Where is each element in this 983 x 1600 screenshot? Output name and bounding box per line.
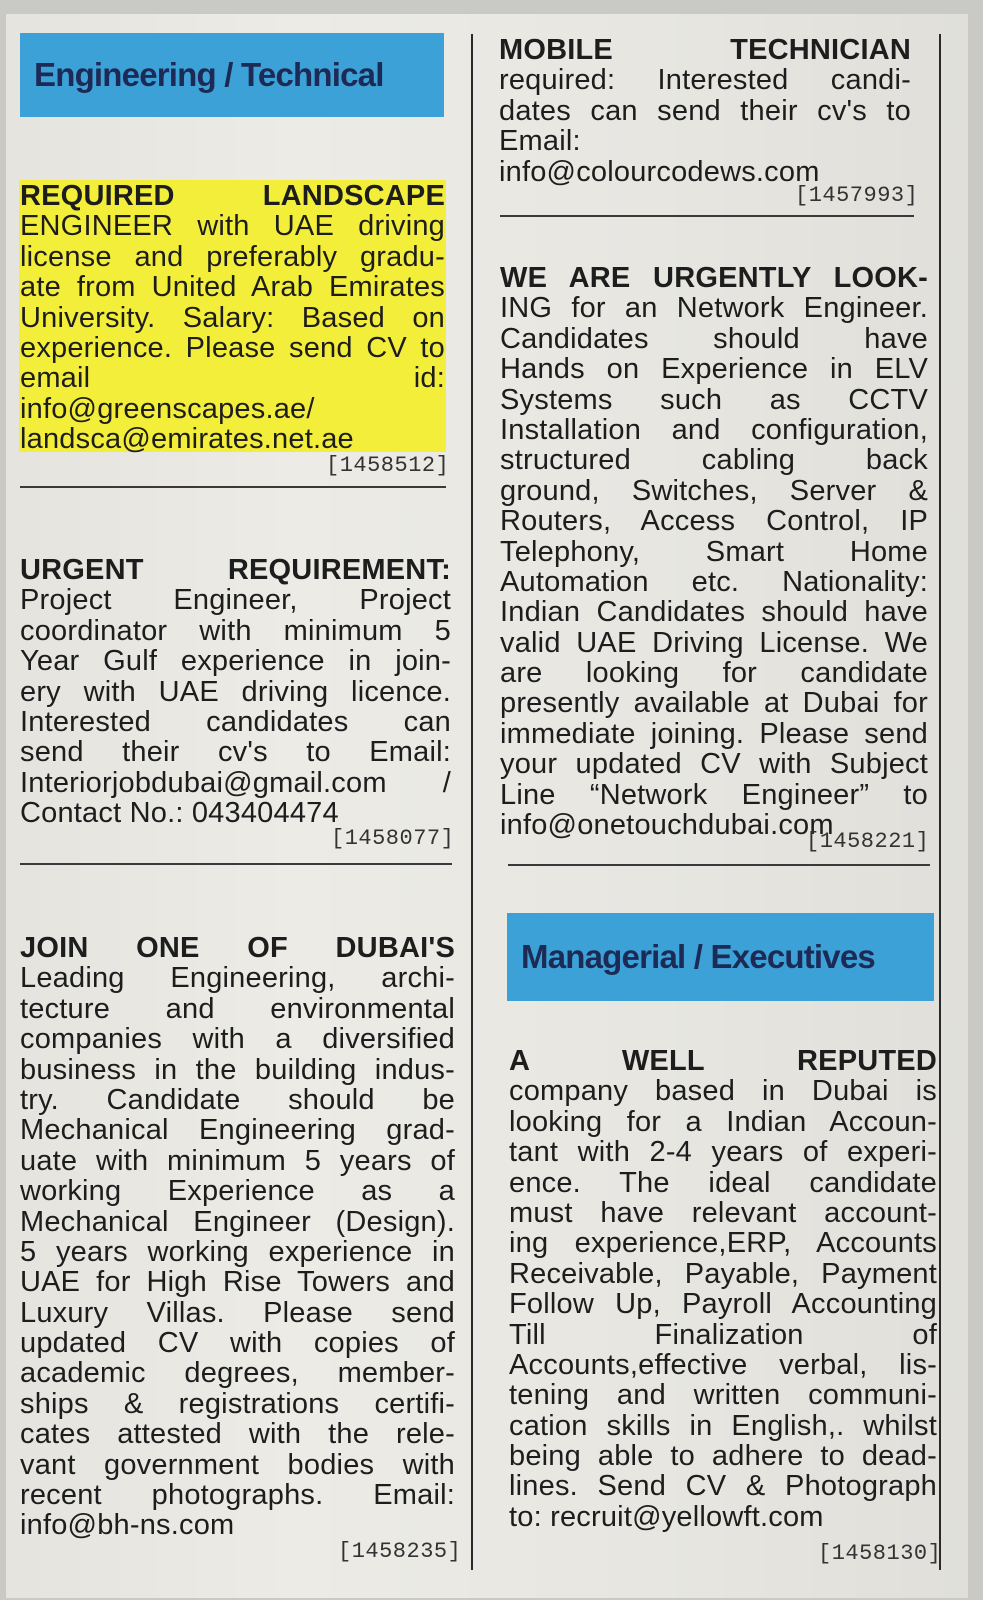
ad-text-line: Year Gulf experience in join- [20, 645, 451, 678]
ad-text-line: tant with 2-4 years of experi- [509, 1136, 937, 1169]
ad-text-line: uate with minimum 5 years of [20, 1144, 455, 1177]
ad-text-line: recent photographs. Email: [20, 1479, 455, 1512]
ad-text-line: must have relevant account- [509, 1196, 937, 1229]
ad-separator [20, 863, 452, 865]
ad-text-line: updated CV with copies of [20, 1327, 455, 1360]
ad-text-line: Hands on Experience in ELV [500, 353, 928, 386]
ad-urgent-requirement [20, 555, 451, 829]
ad-text-line: lines. Send CV & Photograph [509, 1470, 937, 1503]
ad-reference-number: [1458130] [818, 1541, 942, 1566]
ad-reference-number: [1458221] [806, 829, 930, 854]
column-rule-center [471, 34, 473, 1570]
ad-text-line: vant government bodies with [20, 1448, 455, 1481]
ad-indian-accountant [509, 1046, 937, 1532]
ad-text-line: Luxury Villas. Please send [20, 1296, 455, 1329]
ad-text-line: structured cabling back [500, 444, 928, 477]
ad-text-line: Project Engineer, Project [20, 584, 451, 617]
ad-text-line: valid UAE Driving License. We [500, 626, 928, 659]
ad-text-line: Mechanical Engineering grad- [20, 1114, 455, 1147]
ad-text-line: Candidates should have [500, 322, 928, 355]
ad-text-line: UAE for High Rise Towers and [20, 1266, 455, 1299]
ad-text-line: Receivable, Payable, Payment [509, 1257, 937, 1290]
ad-text-line: Mechanical Engineer (Design). [20, 1205, 455, 1238]
ad-text-line: ENGINEER with UAE driving [20, 210, 445, 243]
ad-text-line: to: recruit@yellowft.com [509, 1500, 824, 1533]
ad-text-line: ING for an Network Engineer. [500, 292, 928, 325]
ad-text-line: Installation and configuration, [500, 413, 928, 446]
ad-text-line: Automation etc. Nationality: [500, 565, 928, 598]
ad-text-line: ships & registrations certifi- [20, 1387, 455, 1420]
ad-text-line: Telephony, Smart Home [500, 535, 928, 568]
ad-headline: A WELL REPUTED [509, 1045, 937, 1077]
ad-text-line: ground, Switches, Server & [500, 474, 928, 507]
ad-text-line: Interiorjobdubai@gmail.com / [20, 766, 451, 799]
ad-headline: MOBILE TECHNICIAN [499, 34, 911, 66]
ad-separator [500, 215, 914, 217]
ad-text-line: are looking for candidate [500, 657, 928, 690]
ad-text-line: company based in Dubai is [509, 1075, 937, 1108]
ad-text-line: companies with a diversified [20, 1023, 455, 1056]
ad-text-line: looking for a Indian Accoun- [509, 1105, 937, 1138]
ad-network-engineer [500, 263, 928, 840]
ad-text-line: ence. The ideal candidate [509, 1166, 937, 1199]
ad-text-line: Follow Up, Payroll Accounting [509, 1288, 937, 1321]
ad-headline: URGENT REQUIREMENT: [20, 554, 451, 586]
ad-text-line: info@onetouchdubai.com [500, 809, 834, 842]
ad-landscape-engineer [20, 181, 445, 455]
ad-text-line: required: Interested candi- [499, 64, 911, 97]
ad-text-line: Email: [499, 125, 581, 158]
ad-text-line: ate from United Arab Emirates [20, 271, 445, 304]
ad-text-line: coordinator with minimum 5 [20, 614, 451, 647]
ad-text-line: your updated CV with Subject [500, 748, 928, 781]
ad-text-line: Routers, Access Control, IP [500, 505, 928, 538]
ad-separator [508, 864, 930, 866]
ad-separator [20, 486, 446, 488]
ad-text-line: email id: [20, 362, 445, 395]
ad-text-line: tening and written communi- [509, 1379, 937, 1412]
ad-text-line: info@greenscapes.ae/ [20, 392, 315, 425]
ad-text-line: business in the building indus- [20, 1053, 455, 1086]
ad-text-line: Indian Candidates should have [500, 596, 928, 629]
ad-text-line: experience. Please send CV to [20, 331, 445, 364]
ad-reference-number: [1457993] [795, 183, 919, 208]
ad-text-line: cates attested with the rele- [20, 1418, 455, 1451]
ad-text-line: info@bh-ns.com [20, 1509, 235, 1542]
ad-text-line: Line “Network Engineer” to [500, 778, 928, 811]
ad-text-line: info@colourcodews.com [499, 155, 820, 188]
ad-text-line: ing experience,ERP, Accounts [509, 1227, 937, 1260]
ad-text-line: tecture and environmental [20, 992, 455, 1025]
ad-text-line: ery with UAE driving licence. [20, 675, 451, 708]
ad-reference-number: [1458235] [338, 1539, 462, 1564]
ad-reference-number: [1458077] [331, 826, 455, 851]
ad-text-line: presently available at Dubai for [500, 687, 928, 720]
ad-text-line: academic degrees, member- [20, 1357, 455, 1390]
ad-text-line: Till Finalization of [509, 1318, 937, 1351]
ad-text-line: Contact No.: 043404474 [20, 797, 339, 830]
ad-text-line: cation skills in English,. whilst [509, 1409, 937, 1442]
ad-headline: JOIN ONE OF DUBAI'S [20, 932, 455, 964]
ad-text-line: landsca@emirates.net.ae [20, 423, 354, 456]
section-header-managerial: Managerial / Executives [507, 913, 934, 1001]
ad-text-line: Systems such as CCTV [500, 383, 928, 416]
section-header-engineering: Engineering / Technical [20, 33, 444, 117]
column-rule-right [939, 34, 941, 1570]
ad-text-line: 5 years working experience in [20, 1235, 455, 1268]
ad-text-line: Interested candidates can [20, 705, 451, 738]
ad-mobile-technician [499, 35, 911, 187]
ad-mechanical-engineer [20, 933, 455, 1541]
ad-text-line: being able to adhere to dead- [509, 1440, 937, 1473]
ad-text-line: license and preferably gradu- [20, 240, 445, 273]
ad-text-line: Accounts,effective verbal, lis- [509, 1348, 937, 1381]
ad-reference-number: [1458512] [326, 453, 450, 478]
ad-headline: WE ARE URGENTLY LOOK- [500, 262, 928, 294]
ad-text-line: dates can send their cv's to [499, 94, 911, 127]
ad-text-line: send their cv's to Email: [20, 736, 451, 769]
ad-text-line: try. Candidate should be [20, 1083, 455, 1116]
ad-text-line: immediate joining. Please send [500, 717, 928, 750]
ad-headline: REQUIRED LANDSCAPE [20, 180, 445, 212]
ad-text-line: Leading Engineering, archi- [20, 962, 455, 995]
ad-text-line: University. Salary: Based on [20, 301, 445, 334]
ad-text-line: working Experience as a [20, 1175, 455, 1208]
